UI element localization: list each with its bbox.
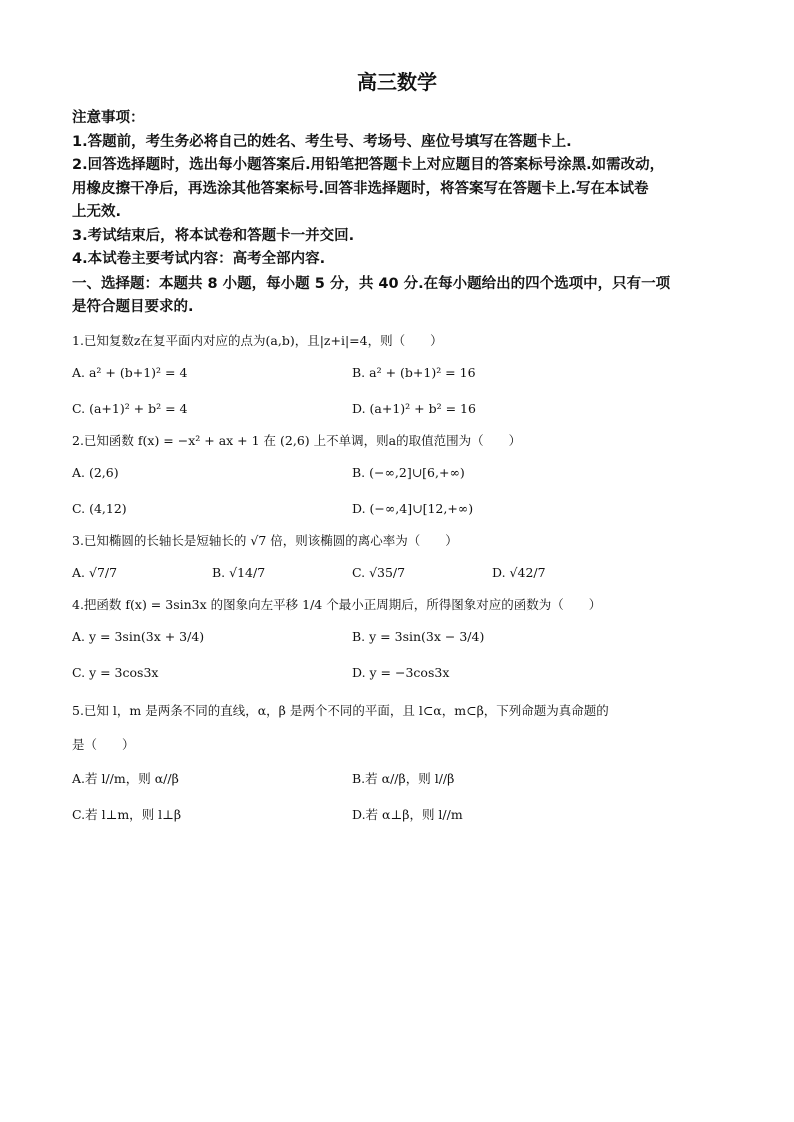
option-a: A. √7/7 [72, 564, 118, 580]
question-stem: 3.已知椭圆的长轴长是短轴长的 √7 倍，则该椭圆的离心率为（ ） [72, 532, 458, 548]
option-c: C. y = 3cos3x [72, 664, 159, 680]
question-2 [72, 430, 722, 520]
options [72, 362, 722, 420]
section-heading [72, 273, 722, 320]
note-line: 用橡皮擦干净后，再选涂其他答案标号.回答非选择题时，将答案写在答题卡上.写在本试卷 [72, 180, 649, 197]
note-line: 1.答题前，考生务必将自己的姓名、考生号、考场号、座位号填写在答题卡上. [72, 133, 572, 150]
option-d: D. √42/7 [492, 564, 546, 580]
option-d: D. y = −3cos3x [352, 664, 450, 680]
options [72, 626, 722, 684]
option-b: B. (−∞,2]∪[6,+∞) [352, 464, 465, 480]
option-a: A. a² + (b+1)² = 4 [72, 364, 188, 380]
page-title: 高三数学 [357, 70, 437, 94]
question-3 [72, 530, 722, 584]
question-stem: 2.已知函数 f(x) = −x² + ax + 1 在 (2,6) 上不单调，则a的取值范围为（ ） [72, 432, 522, 448]
options [72, 768, 722, 826]
option-c: C. (4,12) [72, 500, 127, 516]
option-c: C. (a+1)² + b² = 4 [72, 400, 188, 416]
option-d: D.若 α⊥β，则 l//m [352, 806, 463, 822]
options [72, 462, 722, 520]
note-line: 上无效. [72, 204, 122, 220]
question-stem-line: 是（ ） [72, 736, 135, 752]
note-line: 2.回答选择题时，选出每小题答案后.用铅笔把答题卡上对应题目的答案标号涂黑.如需改动， [72, 157, 665, 173]
option-c: C. √35/7 [352, 564, 406, 580]
note-line: 3.考试结束后，将本试卷和答题卡一并交回. [72, 227, 355, 244]
note-line: 4.本试卷主要考试内容：高考全部内容. [72, 251, 326, 267]
option-a: A. y = 3sin(3x + 3/4) [72, 628, 205, 644]
notes-block [72, 107, 722, 272]
option-d: D. (−∞,4]∪[12,+∞) [352, 500, 474, 516]
option-d: D. (a+1)² + b² = 16 [352, 400, 476, 416]
option-a: A.若 l//m，则 α//β [72, 770, 179, 786]
option-b: B.若 α//β，则 l//β [352, 770, 455, 786]
option-a: A. (2,6) [72, 464, 119, 480]
question-4 [72, 594, 722, 684]
section-line: 一、选择题：本题共 8 小题，每小题 5 分，共 40 分.在每小题给出的四个选项中，只有一项 [72, 275, 671, 292]
question-stem-line: 5.已知 l，m 是两条不同的直线，α，β 是两个不同的平面，且 l⊂α，m⊂β，下列命题为真命题的 [72, 702, 609, 718]
option-b: B. a² + (b+1)² = 16 [352, 364, 476, 380]
question-5 [72, 694, 722, 826]
question-stem [72, 694, 722, 762]
option-c: C.若 l⊥m，则 l⊥β [72, 806, 182, 822]
options [72, 562, 722, 584]
question-stem: 1.已知复数z在复平面内对应的点为(a,b)，且|z+i|=4，则（ ） [72, 332, 443, 348]
section-line: 是符合题目要求的. [72, 299, 194, 315]
option-b: B. y = 3sin(3x − 3/4) [352, 628, 485, 644]
question-1 [72, 330, 722, 420]
option-b: B. √14/7 [212, 564, 266, 580]
notes-heading: 注意事项： [72, 110, 145, 126]
question-stem: 4.把函数 f(x) = 3sin3x 的图象向左平移 1/4 个最小正周期后，所得图象对应的函数为（ ） [72, 596, 602, 612]
exam-page [72, 66, 722, 826]
